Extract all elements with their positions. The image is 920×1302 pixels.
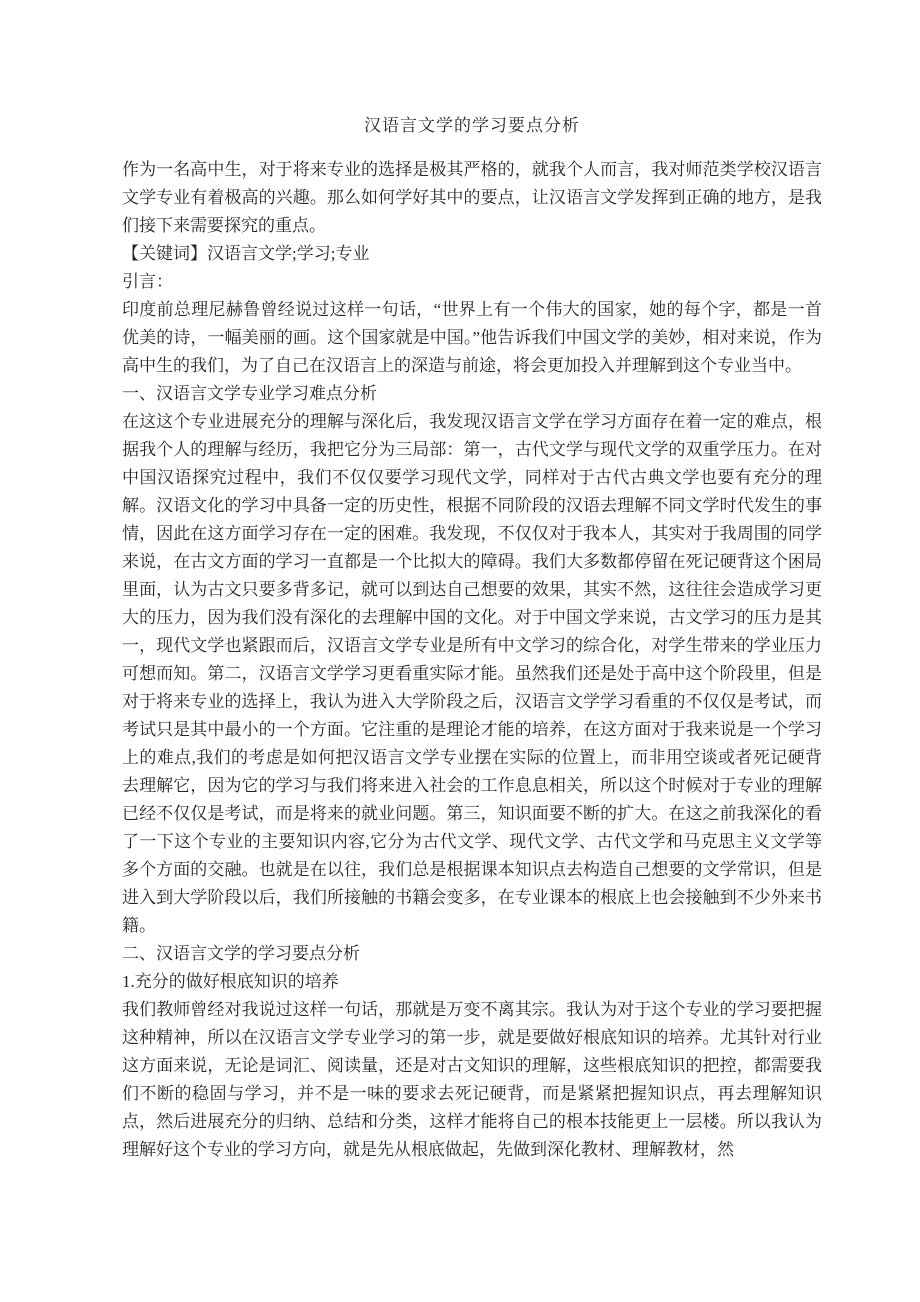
document-title: 汉语言文学的学习要点分析	[364, 116, 580, 135]
paragraph-quote-intro: 印度前总理尼赫鲁曾经说过这样一句话，“世界上有一个伟大的国家，她的每个字，都是一首优美的诗，一幅美丽的画。这个国家就是中国。”他告诉我们中国文学的美妙，相对来说，作为高中生的我们，为了自己在汉语言上的深造与前途，将会更加投入并理解到这个专业当中。	[122, 300, 822, 375]
section-heading-1: 一、汉语言文学专业学习难点分析	[122, 384, 377, 403]
section-heading-2: 二、汉语言文学的学习要点分析	[122, 944, 360, 963]
paragraph-difficulty-analysis: 在这这个专业进展充分的理解与深化后，我发现汉语言文学在学习方面存在着一定的难点，根据我个人的理解与经历，我把它分为三局部：第一，古代文学与现代文学的双重学压力。在对中国汉语探究过程中，我们不仅仅要学习现代文学，同样对于古代古典文学也要有充分的理解。汉语文化的学习中具备一定的历史性，根据不同阶段的汉语去理解不同文学时代发生的事情，因此在这方面学习存在一定的困难。我发现，不仅仅对于我本人，其实对于我周围的同学来说，在古文方面的学习一直都是一个比拟大的障碍。我们大多数都停留在死记硬背这个困局里面，认为古文只要多背多记，就可以到达自己想要的效果，其实不然，这往往会造成学习更大的压力，因为我们没有深化的去理解中国的文化。对于中国文学来说，古文学习的压力是其一，现代文学也紧跟而后，汉语言文学专业是所有中文学习的综合化，对学生带来的学业压力可想而知。第二，汉语言文学学习更看重实际才能。虽然我们还是处于高中这个阶段里，但是对于将来专业的选择上，我认为进入大学阶段之后，汉语言文学学习看重的不仅仅是考试，而考试只是其中最小的一个方面。它注重的是理论才能的培养，在这方面对于我来说是一个学习上的难点,我们的考虑是如何把汉语言文学专业摆在实际的位置上，而非用空谈或者死记硬背去理解它，因为它的学习与我们将来进入社会的工作息息相关，所以这个时候对于专业的理解已经不仅仅是考试，而是将来的就业问题。第三，知识面要不断的扩大。在这之前我深化的看了一下这个专业的主要知识内容,它分为古代文学、现代文学、古代文学和马克思主义文学等多个方面的交融。也就是在以往，我们总是根据课本知识点去构造自己想要的文学常识，但是进入到大学阶段以后，我们所接触的书籍会变多，在专业课本的根底上也会接触到不少外来书籍。	[122, 412, 822, 935]
document-content	[122, 112, 822, 1164]
paragraph-introduction: 作为一名高中生，对于将来专业的选择是极其严格的，就我个人而言，我对师范类学校汉语言文学专业有着极高的兴趣。那么如何学好其中的要点，让汉语言文学发挥到正确的地方，是我们接下来需要探究的重点。	[122, 160, 822, 235]
subsection-heading-1: 1.充分的做好根底知识的培养	[122, 972, 339, 991]
paragraph-foundation-knowledge: 我们教师曾经对我说过这样一句话，那就是万变不离其宗。我认为对于这个专业的学习要把握这种精神，所以在汉语言文学专业学习的第一步，就是要做好根底知识的培养。尤其针对行业这方面来说，无论是词汇、阅读量，还是对古文知识的理解，这些根底知识的把控，都需要我们不断的稳固与学习，并不是一味的要求去死记硬背，而是紧紧把握知识点，再去理解知识点，然后进展充分的归纳、总结和分类，这样才能将自己的根本技能更上一层楼。所以我认为理解好这个专业的学习方向，就是先从根底做起，先做到深化教材、理解教材，然	[122, 1000, 822, 1159]
keywords-line: 【关键词】汉语言文学;学习;专业	[122, 244, 370, 263]
lead-in-label: 引言：	[122, 272, 173, 291]
